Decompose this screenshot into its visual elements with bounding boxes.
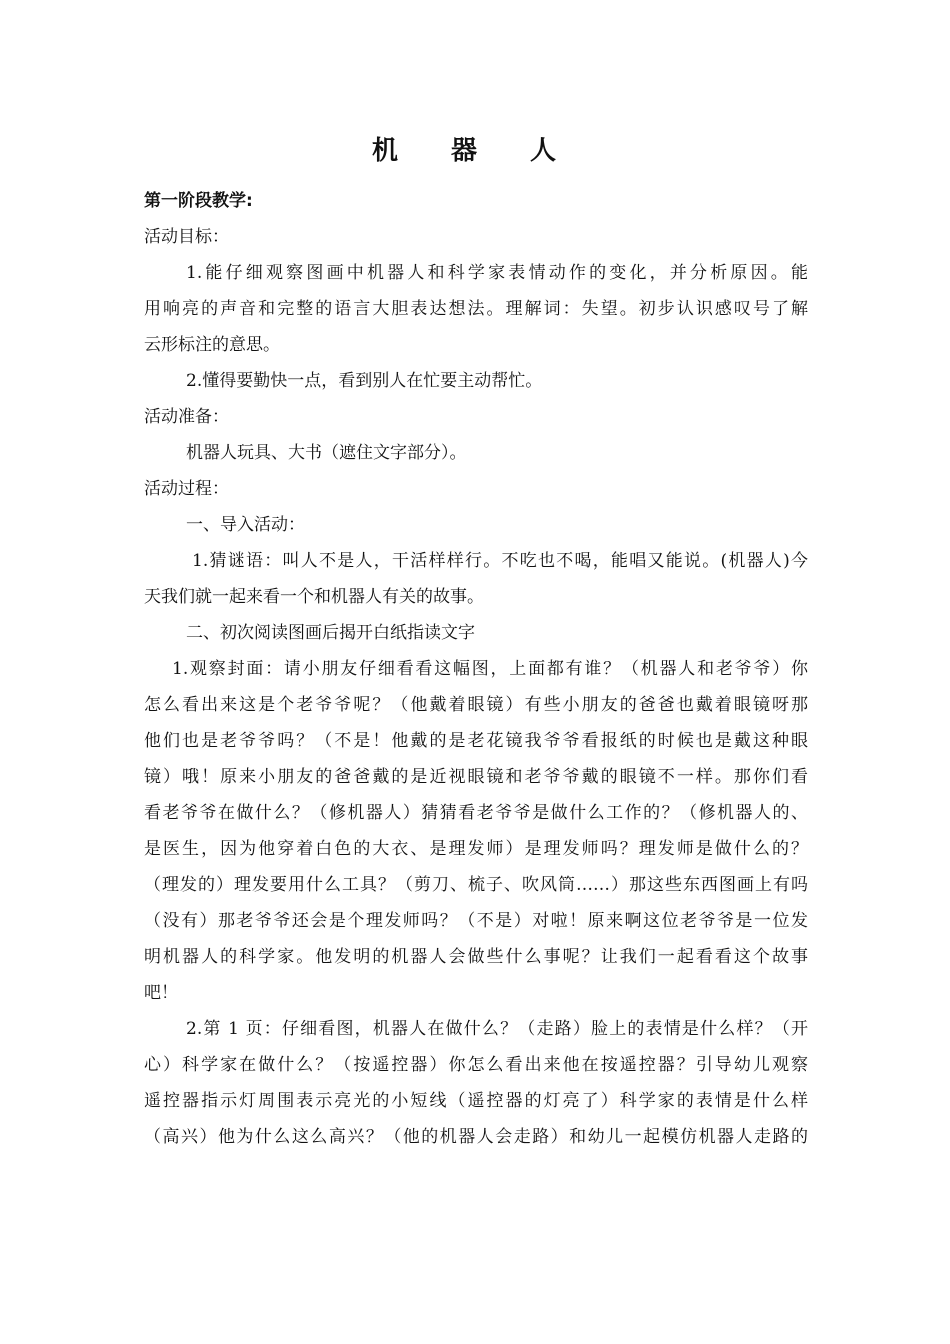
paragraph-line: 镜）哦！原来小朋友的爸爸戴的是近视眼镜和老爷爷戴的眼镜不一样。那你们看: [144, 767, 808, 787]
paragraph-line: 心）科学家在做什么？（按遥控器）你怎么看出来他在按遥控器？引导幼儿观察: [144, 1055, 808, 1075]
paragraph-line: 机器人玩具、大书（遮住文字部分）。: [186, 443, 467, 463]
paragraph-line: （没有）那老爷爷还会是个理发师吗？（不是）对啦！原来啊这位老爷爷是一位发: [144, 911, 808, 931]
paragraph-line: （高兴）他为什么这么高兴？（他的机器人会走路）和幼儿一起模仿机器人走路的: [144, 1127, 808, 1147]
paragraph-line: 1.能仔细观察图画中机器人和科学家表情动作的变化，并分析原因。能: [186, 263, 808, 283]
paragraph-line: 吧！: [144, 983, 178, 1003]
activity-process-label: 活动过程：: [144, 479, 229, 499]
section-heading: 第一阶段教学:: [144, 191, 253, 211]
paragraph-line: 2.第 1 页：仔细看图，机器人在做什么？（走路）脸上的表情是什么样？（开: [186, 1019, 808, 1039]
paragraph-line: 看老爷爷在做什么？（修机器人）猜猜看老爷爷是做什么工作的？（修机器人的、: [144, 803, 808, 823]
subsection-heading: 一、导入活动：: [186, 515, 305, 535]
paragraph-line: （理发的）理发要用什么工具？（剪刀、梳子、吹风筒……）那这些东西图画上有吗: [144, 875, 808, 895]
paragraph-line: 1.猜谜语：叫人不是人，干活样样行。不吃也不喝，能唱又能说。(机器人)今: [192, 551, 808, 571]
activity-goals-label: 活动目标：: [144, 227, 229, 247]
paragraph-line: 用响亮的声音和完整的语言大胆表达想法。理解词：失望。初步认识感叹号了解: [144, 299, 808, 319]
paragraph-line: 天我们就一起来看一个和机器人有关的故事。: [144, 587, 484, 607]
paragraph-line: 2.懂得要勤快一点，看到别人在忙要主动帮忙。: [186, 371, 543, 391]
paragraph-line: 他们也是老爷爷吗？（不是！他戴的是老花镜我爷爷看报纸的时候也是戴这种眼: [144, 731, 808, 751]
subsection-heading: 二、初次阅读图画后揭开白纸指读文字: [186, 623, 475, 643]
paragraph-line: 怎么看出来这是个老爷爷呢？（他戴着眼镜）有些小朋友的爸爸也戴着眼镜呀那: [144, 695, 808, 715]
paragraph-line: 遥控器指示灯周围表示亮光的小短线（遥控器的灯亮了）科学家的表情是什么样: [144, 1091, 808, 1111]
document-title: 机 器 人: [371, 136, 579, 166]
activity-preparation-label: 活动准备：: [144, 407, 229, 427]
paragraph-line: 明机器人的科学家。他发明的机器人会做些什么事呢？让我们一起看看这个故事: [144, 947, 808, 967]
paragraph-line: 是医生，因为他穿着白色的大衣、是理发师）是理发师吗？理发师是做什么的？: [144, 839, 808, 859]
paragraph-line: 云形标注的意思。: [144, 335, 280, 355]
paragraph-line: 1.观察封面：请小朋友仔细看看这幅图，上面都有谁？（机器人和老爷爷）你: [172, 659, 808, 679]
